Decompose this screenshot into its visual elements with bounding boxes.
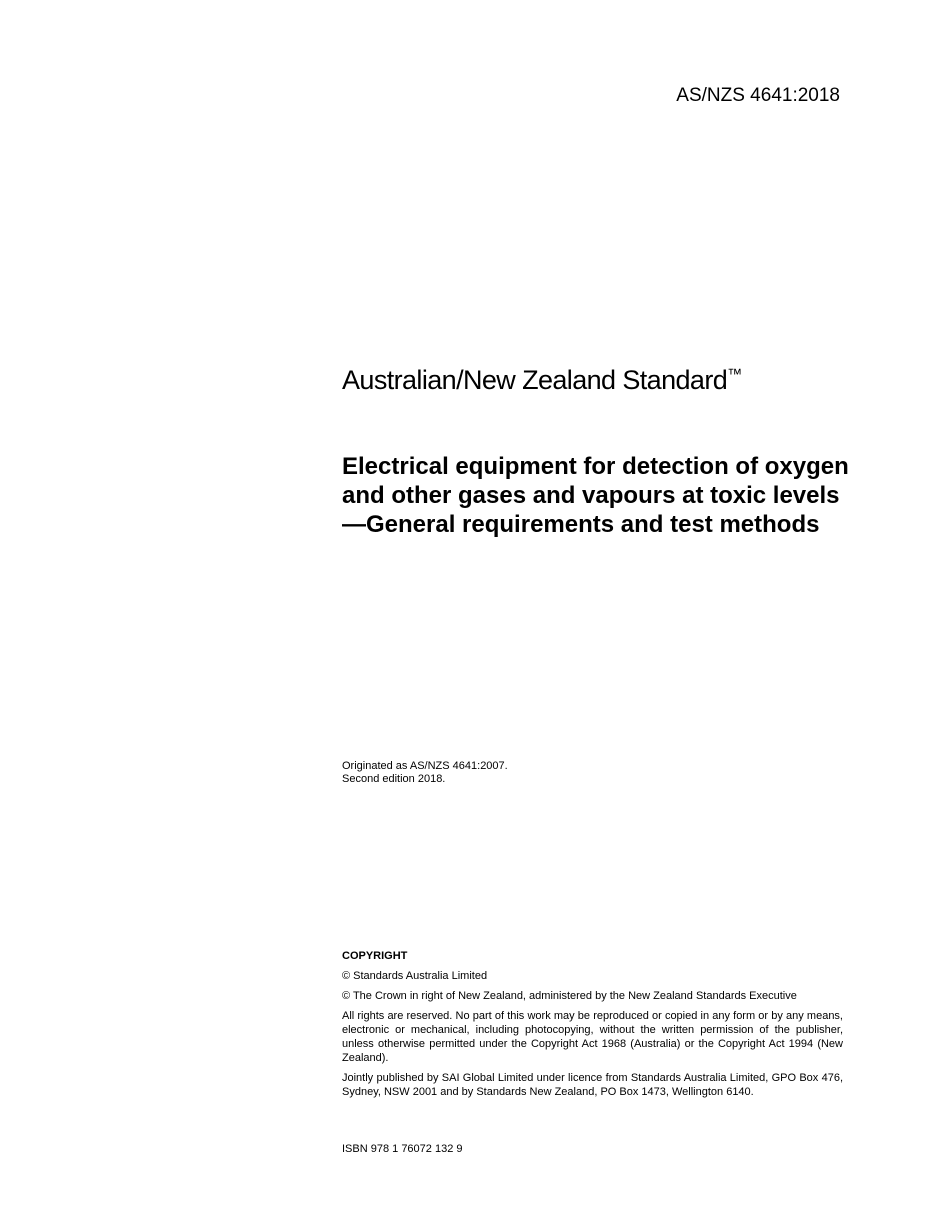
publisher-paragraph: Jointly published by SAI Global Limited under licence from Standards Australia Limited, GPO Box 476, Sydney, NSW 2001 and by Standards New Zealand, PO Box 1473, Wellington 6140. xyxy=(342,1072,843,1098)
copyright-heading: COPYRIGHT xyxy=(342,950,408,962)
rights-reserved-paragraph: All rights are reserved. No part of this work may be reproduced or copied in any form or by any means, electronic or mechanical, including photocopying, without the written permission of the publisher, unless otherwise permitted under the Copyright Act 1968 (Australia) or the Copyright Act 1994 (New Zealand). xyxy=(342,1010,843,1064)
origin-note xyxy=(342,760,508,786)
edition-line: Second edition 2018. xyxy=(342,773,446,785)
document-number: AS/NZS 4641:2018 xyxy=(676,85,840,106)
series-title-text: Australian/New Zealand Standard xyxy=(342,365,728,395)
standard-title: Electrical equipment for detection of oxygen and other gases and vapours at toxic levels—General requirements and test methods xyxy=(342,453,849,538)
copyright-crown-nz: © The Crown in right of New Zealand, administered by the New Zealand Standards Executive xyxy=(342,990,797,1002)
origin-line: Originated as AS/NZS 4641:2007. xyxy=(342,760,508,772)
copyright-block xyxy=(342,949,843,1105)
series-title xyxy=(342,358,742,397)
trademark-symbol: ™ xyxy=(727,366,743,383)
copyright-standards-australia: © Standards Australia Limited xyxy=(342,970,488,982)
isbn: ISBN 978 1 76072 132 9 xyxy=(342,1143,463,1155)
